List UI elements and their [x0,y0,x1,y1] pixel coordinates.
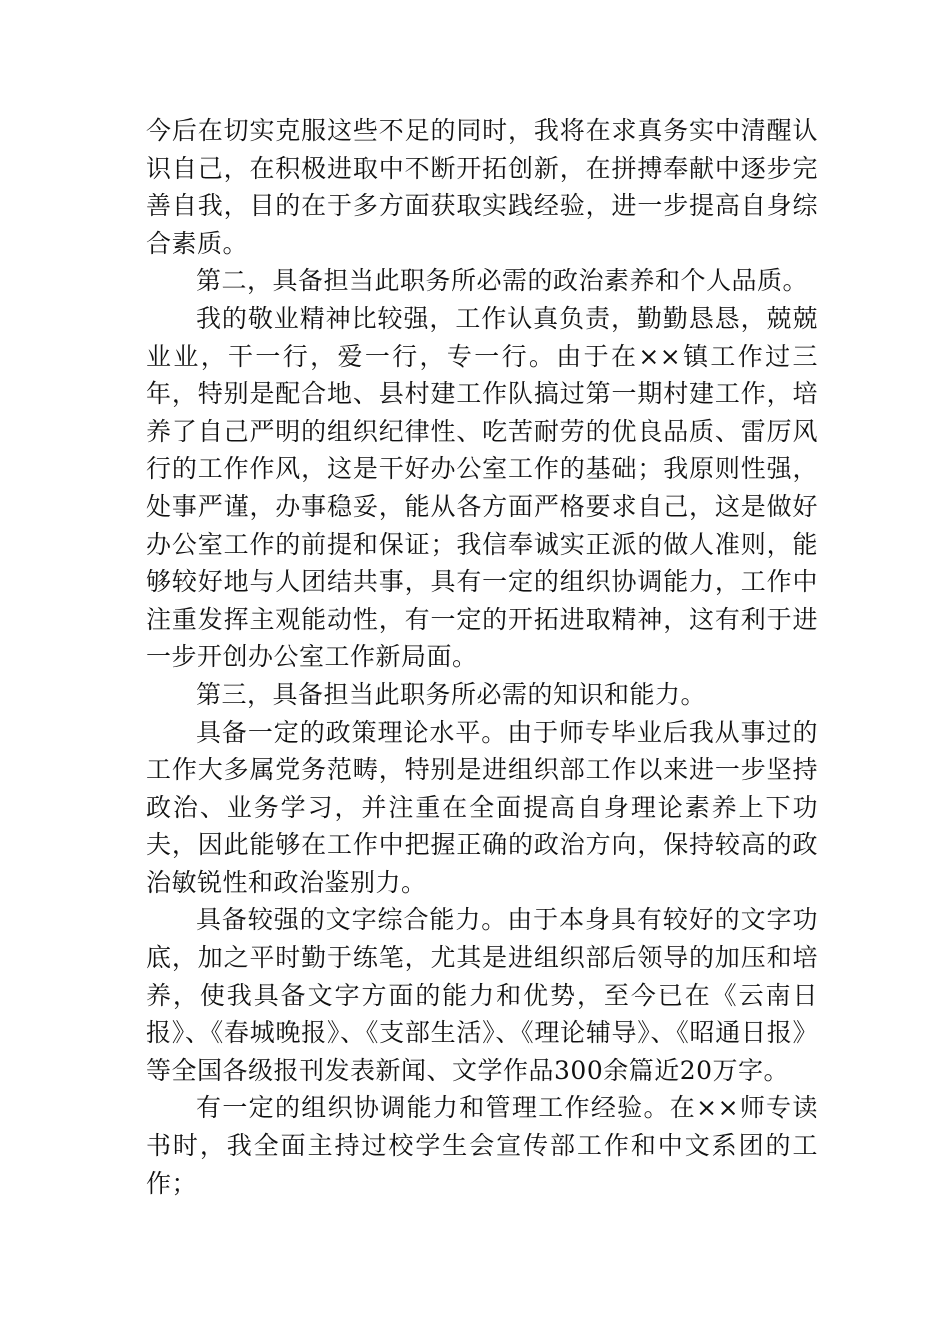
heading-second-point: 第二，具备担当此职务所必需的政治素养和个人品质。 [196,266,809,296]
paragraph-coordination: 有一定的组织协调能力和管理工作经验。在××师专读书时，我全面主持过校学生会宣传部工作和中文系团的工作； [146,1093,818,1198]
document-body [146,112,818,1202]
paragraph-policy-theory: 具备一定的政策理论水平。由于师专毕业后我从事过的工作大多属党务范畴，特别是进组织部工作以来进一步坚持政治、业务学习，并注重在全面提高自身理论素养上下功夫，因此能够在工作中把握正确的政治方向，保持较高的政治敏锐性和政治鉴别力。 [146,717,818,897]
paragraph-dedication: 我的敬业精神比较强，工作认真负责，勤勤恳恳，兢兢业业，干一行，爱一行，专一行。由于在××镇工作过三年，特别是配合地、县村建工作队搞过第一期村建工作，培养了自己严明的组织纪律性、吃苦耐劳的优良品质、雷厉风行的工作作风，这是干好办公室工作的基础；我原则性强，处事严谨，办事稳妥，能从各方面严格要求自己，这是做好办公室工作的前提和保证；我信奉诚实正派的做人准则，能够较好地与人团结共事，具有一定的组织协调能力，工作中注重发挥主观能动性，有一定的开拓进取精神，这有利于进一步开创办公室工作新局面。 [146,303,818,672]
heading-third-point: 第三，具备担当此职务所必需的知识和能力。 [196,679,707,709]
paragraph-continuation: 今后在切实克服这些不足的同时，我将在求真务实中清醒认识自己，在积极进取中不断开拓创新，在拼搏奉献中逐步完善自我，目的在于多方面获取实践经验，进一步提高自身综合素质。 [146,116,818,258]
paragraph-writing-ability: 具备较强的文字综合能力。由于本身具有较好的文字功底，加之平时勤于练笔，尤其是进组织部后领导的加压和培养，使我具备文字方面的能力和优势，至今已在《云南日报》、《春城晚报》、《支部生活》、《理论辅导》、《昭通日报》等全国各级报刊发表新闻、文学作品300余篇近20万字。 [146,905,818,1085]
